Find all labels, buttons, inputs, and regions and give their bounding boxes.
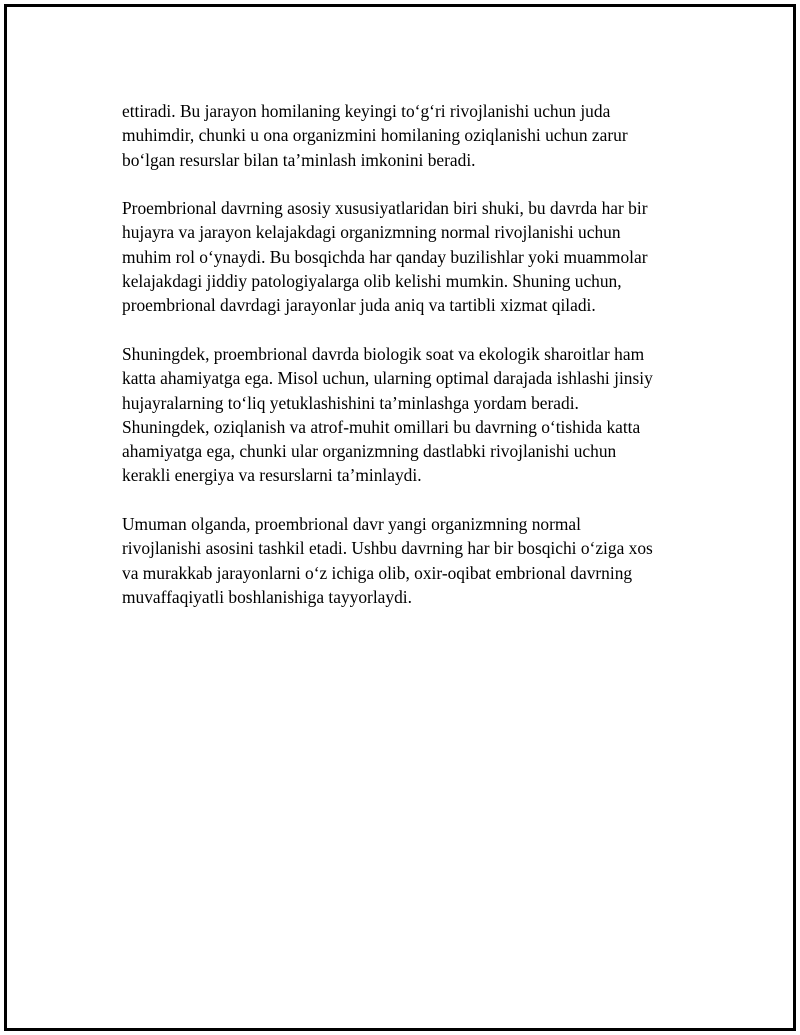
text-line: hujayra va jarayon kelajakdagi organizmning normal rivojlanishi uchun — [122, 222, 621, 243]
text-line: kerakli energiya va resurslarni ta’minlaydi. — [122, 465, 422, 486]
text-line: ettiradi. Bu jarayon homilaning keyingi to‘g‘ri rivojlanishi uchun juda — [122, 101, 611, 121]
text-line: proembrional davrdagi jarayonlar juda aniq va tartibli xizmat qiladi. — [122, 295, 596, 316]
text-line: muhimdir, chunki u ona organizmini homilaning oziqlanishi uchun zarur — [122, 125, 628, 146]
text-line: bo‘lgan resurslar bilan ta’minlash imkonini beradi. — [122, 149, 476, 170]
paragraph-2 — [122, 196, 702, 317]
text-line: Shuningdek, proembrional davrda biologik soat va ekologik sharoitlar ham — [122, 343, 645, 364]
paragraph-1 — [122, 99, 702, 172]
text-line: kelajakdagi jiddiy patologiyalarga olib kelishi mumkin. Shuning uchun, — [122, 271, 622, 292]
text-line: muhim rol o‘ynaydi. Bu bosqichda har qanday buzilishlar yoki muammolar — [122, 246, 648, 267]
document-body — [122, 99, 702, 634]
text-line: va murakkab jarayonlarni o‘z ichiga olib, oxir-oqibat embrional davrning — [122, 562, 633, 583]
text-line: Shuningdek, oziqlanish va atrof-muhit omillari bu davrning o‘tishida katta — [122, 416, 641, 437]
text-line: Umuman olganda, proembrional davr yangi organizmning normal — [122, 514, 581, 535]
text-line: katta ahamiyatga ega. Misol uchun, ularning optimal darajada ishlashi jinsiy — [122, 368, 653, 389]
paragraph-3 — [122, 342, 702, 488]
text-line: ahamiyatga ega, chunki ular organizmning dastlabki rivojlanishi uchun — [122, 441, 617, 462]
text-line: muvaffaqiyatli boshlanishiga tayyorlaydi. — [122, 586, 412, 607]
paragraph-4 — [122, 512, 702, 609]
text-line: rivojlanishi asosini tashkil etadi. Ushbu davrning har bir bosqichi o‘ziga xos — [122, 538, 653, 559]
text-line: Proembrional davrning asosiy xususiyatlaridan biri shuki, bu davrda har bir — [122, 198, 648, 219]
page-frame — [4, 4, 796, 1031]
text-line: hujayralarning to‘liq yetuklashishini ta’minlashga yordam beradi. — [122, 392, 579, 413]
